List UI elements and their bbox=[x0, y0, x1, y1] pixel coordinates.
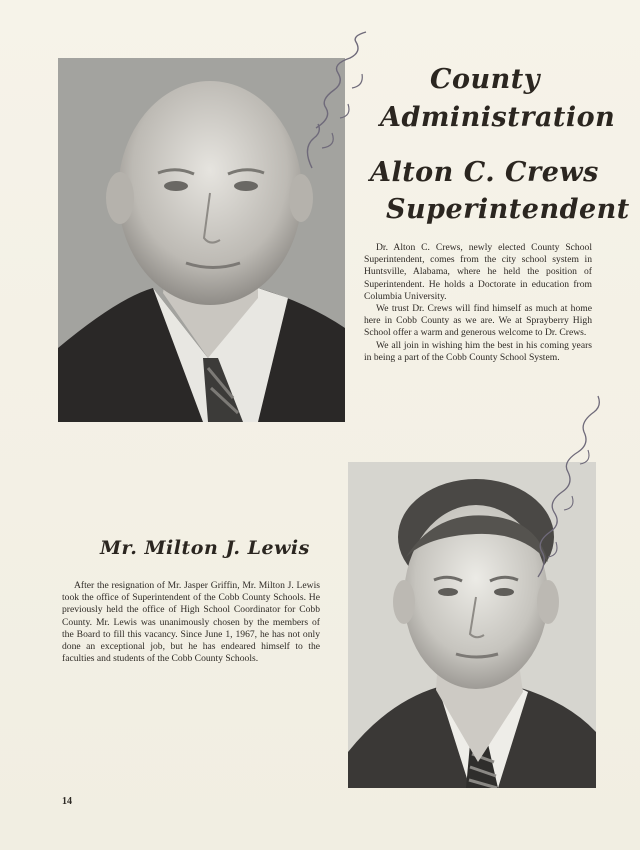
crews-signature bbox=[292, 28, 387, 178]
crews-paragraph: We all join in wishing him the best in his coming years in being a part of the Cobb County School System. bbox=[364, 339, 592, 363]
crews-title-heading: Superintendent bbox=[386, 194, 630, 225]
page-number: 14 bbox=[62, 796, 72, 807]
heading-administration: Administration bbox=[380, 102, 616, 133]
heading-county: County bbox=[430, 64, 540, 95]
lewis-signature bbox=[528, 392, 608, 582]
crews-paragraph: Dr. Alton C. Crews, newly elected County School Superintendent, comes from the city school system in Huntsville, Alabama, where he held the position of Superintendent. He holds a Doctorate in education from Columbia University. bbox=[364, 242, 592, 302]
lewis-biography bbox=[62, 580, 320, 665]
crews-paragraph: We trust Dr. Crews will find himself as much at home here in Cobb County as we are. We at Sprayberry High School offer a warm and generous welcome to Dr. Crews. bbox=[364, 303, 592, 339]
lewis-name-heading: Mr. Milton J. Lewis bbox=[100, 537, 310, 559]
crews-name-heading: Alton C. Crews bbox=[370, 157, 599, 188]
crews-biography bbox=[364, 242, 592, 364]
lewis-paragraph: After the resignation of Mr. Jasper Griffin, Mr. Milton J. Lewis took the office of Superintendent of the Cobb County Schools. He previously held the office of High School Coordinator for Cobb County. Mr. Lewis was unanimously chosen by the members of the Board to fill this vacancy. Since June 1, 1967, he has not only done an exceptional job, but he has endeared himself to the faculties and students of the Cobb County Schools. bbox=[62, 580, 320, 665]
